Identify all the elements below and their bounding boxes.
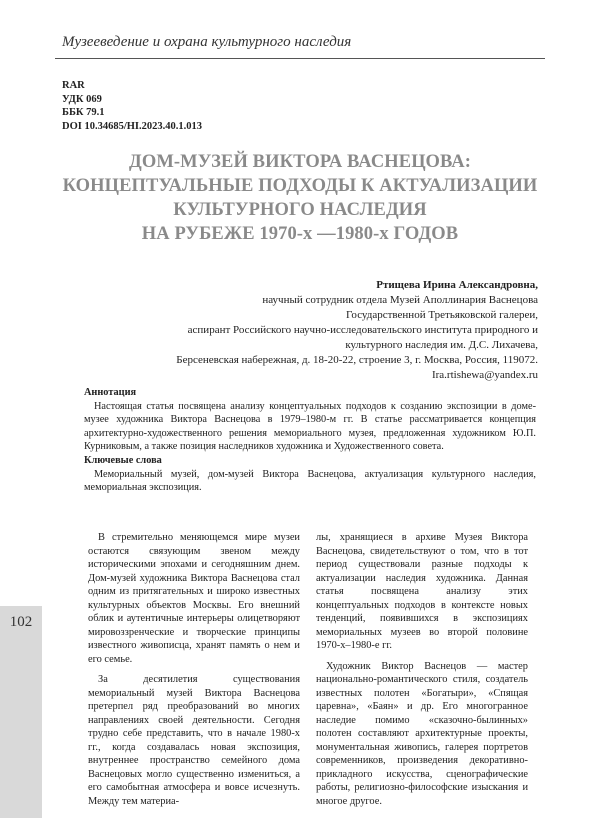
journal-title: Музееведение и охрана культурного наследия [62, 34, 352, 50]
abstract-block [84, 386, 536, 495]
author-block [138, 278, 538, 383]
body-paragraph: В стремительно меняющемся мире музеи остаются связующим звеном между историческими эпохами и сегодняшним днем. Дом-музей художника Виктора Васнецова стал одним из притягательных и широко известных культурных объектов Москвы. Его внешний облик и аутентичные интерьеры олицетворяют мировоззренческие и творческие принципы известного живописца, хранят память о нем и его семье. [88, 532, 300, 665]
body-paragraph: лы, хранящиеся в архиве Музея Виктора Васнецова, свидетельствуют о том, что в тот период существовали разные подходы к актуализации наследия художника. Данная статья посвящена анализу этих концептуальных подходов в контексте новых тенденций, появившихся в экспозициях мемориальных музеев во второй половине 1970-х–1980-е гг. [316, 532, 528, 651]
title-line: НА РУБЕЖЕ 1970-х —1980-х ГОДОВ [141, 224, 459, 244]
author-affiliation: аспирант Российского научно-исследовательского института природного и [187, 324, 538, 336]
article-metadata [62, 79, 202, 133]
body-column-left [88, 531, 300, 815]
author-name: Ртищева Ирина Александровна, [376, 279, 538, 291]
article-title [62, 150, 538, 246]
abstract-text: Настоящая статья посвящена анализу концептуальных подходов к созданию экспозиции в доме-музее художника Виктора Васнецова в 1979–1980-м гг. В статье рассматривается концепция архитектурно-художественного решения мемориального музея, предложенная художником Ю.П. Курниковым, а также позиция наследников художника и Художественного совета. [84, 400, 536, 453]
author-address: Берсеневская набережная, д. 18-20-22, строение 3, г. Москва, Россия, 119072. [176, 354, 538, 366]
author-affiliation: научный сотрудник отдела Музей Аполлинария Васнецова [262, 294, 538, 306]
title-line: КОНЦЕПТУАЛЬНЫЕ ПОДХОДЫ К АКТУАЛИЗАЦИИ [62, 176, 538, 196]
header-divider [55, 58, 545, 59]
author-affiliation: культурного наследия им. Д.С. Лихачева, [345, 339, 538, 351]
body-paragraph: За десятилетия существования мемориальный музей Виктора Васнецова претерпел ряд преобразований во многих направлениях своей деятельности. Сегодня трудно себе представить, что в начале 1980-х гг., когда создавалась новая экспозиция, внутреннее пространство семейного дома Васнецовых могло существенно измениться, а его самобытная атмосфера и вовсе исчезнуть. Между тем материа- [88, 674, 300, 807]
page-number-tab [0, 606, 42, 818]
page-number: 102 [9, 614, 33, 630]
meta-doi: DOI 10.34685/HI.2023.40.1.013 [62, 120, 203, 132]
keywords-text: Мемориальный музей, дом-музей Виктора Васнецова, актуализация культурного наследия, мемориальная экспозиция. [84, 468, 536, 494]
keywords-heading: Ключевые слова [84, 454, 162, 466]
body-column-right [316, 531, 528, 815]
abstract-heading: Аннотация [84, 387, 137, 398]
meta-rar: RAR [62, 80, 85, 91]
title-line: КУЛЬТУРНОГО НАСЛЕДИЯ [173, 200, 427, 220]
meta-udk: УДК 069 [62, 93, 102, 105]
meta-bbk: ББК 79.1 [62, 107, 105, 118]
author-affiliation: Государственной Третьяковской галереи, [346, 309, 538, 321]
title-line: ДОМ-МУЗЕЙ ВИКТОРА ВАСНЕЦОВА: [129, 152, 471, 172]
body-paragraph: Художник Виктор Васнецов — мастер национально-романтического стиля, создатель известных полотен «Богатыри», «Спящая царевна», «Баян» и др. Его многогранное наследие помимо «сказочно-былинных» полотен составляют архитектурные проекты, монументальная живопись, галерея портретов современников, произведения декоративно-прикладного искусства, сценографические работы, религиозно-философские изыскания и многое другое. [316, 660, 528, 807]
author-email: Ira.rtishewa@yandex.ru [431, 369, 538, 381]
